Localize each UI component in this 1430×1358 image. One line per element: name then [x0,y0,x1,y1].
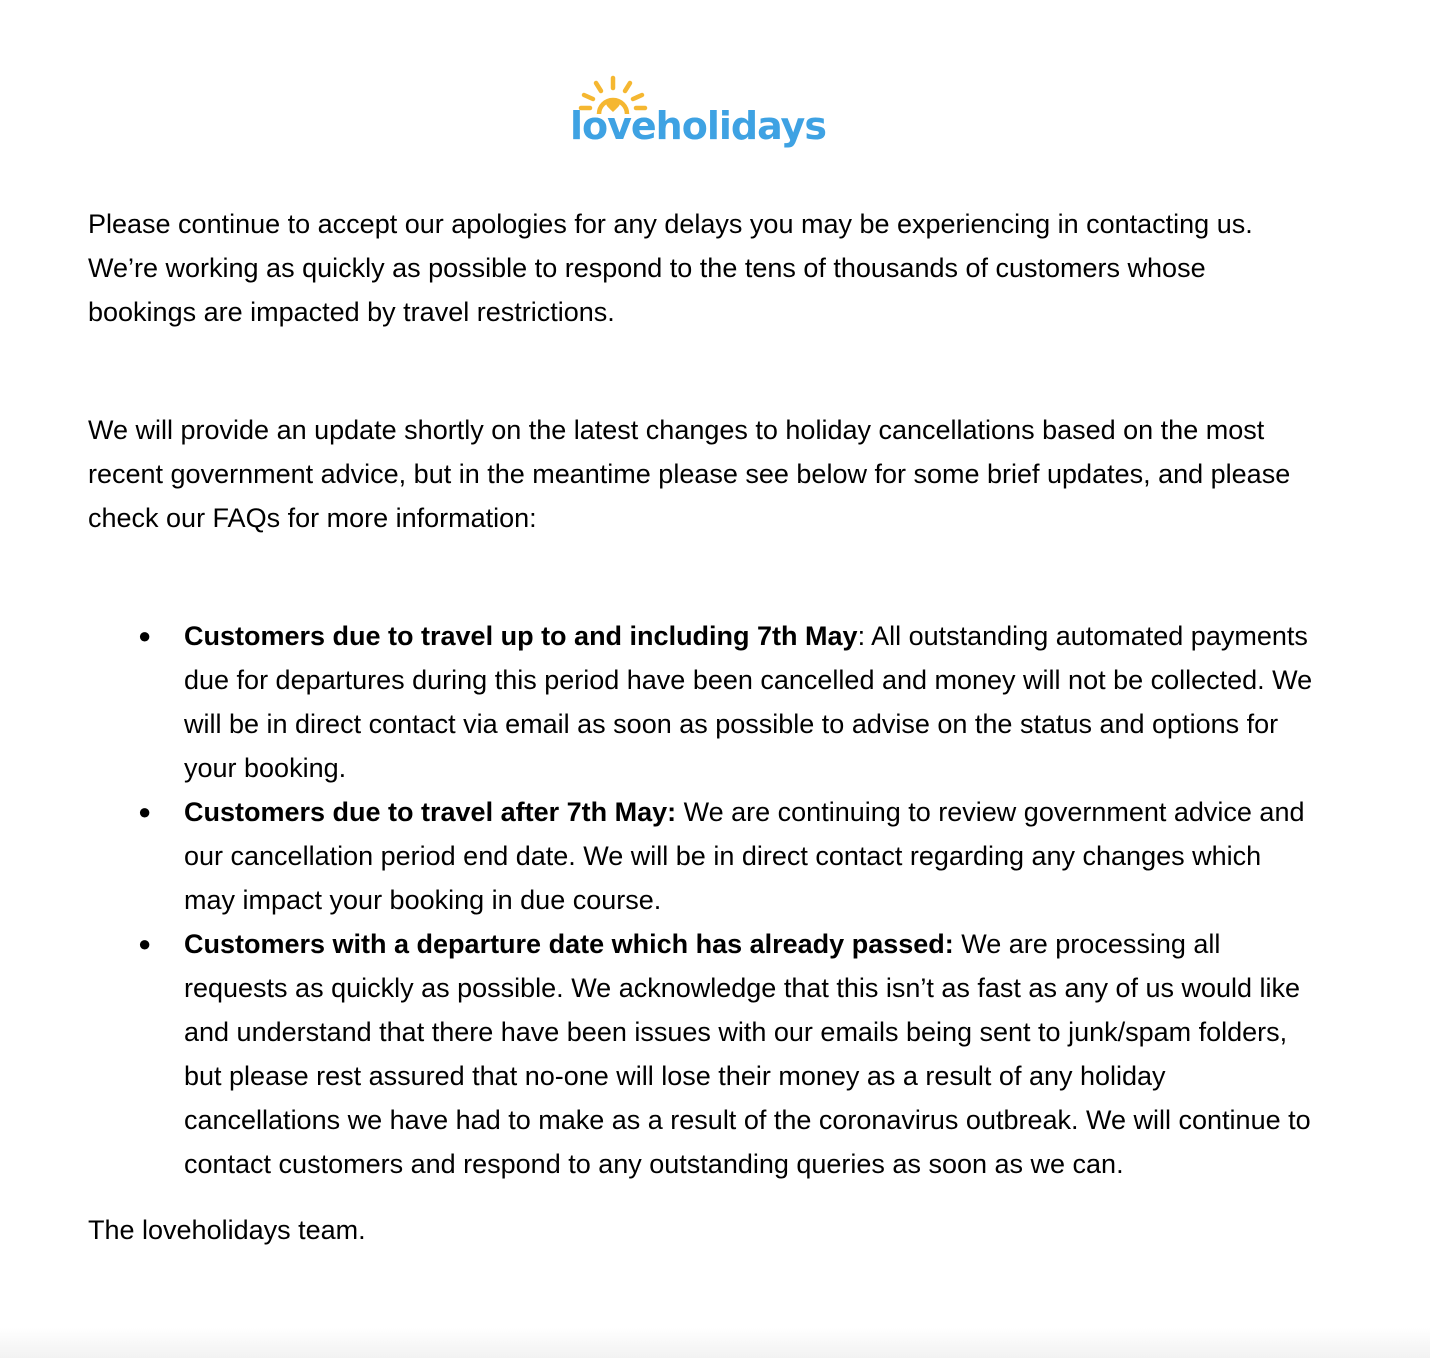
list-item-body: We are continuing to review government advice and our cancellation period end date. We will be in direct contact regarding any changes which may impact your booking in due course. [184,797,1305,915]
signoff: The loveholidays team. [88,1215,366,1245]
apology-paragraph: Please continue to accept our apologies for any delays you may be experiencing in contacting us. We’re working as quickly as possible to respond to the tens of thousands of customers whose bookings are impacted by travel restrictions. [88,209,1253,327]
message-body [88,202,1318,1252]
list-item [88,614,1318,790]
bullet-icon: ● [138,623,152,648]
list-item-heading: Customers with a departure date which has already passed: [184,929,954,959]
bullet-icon: ● [138,931,152,956]
list-item-body: We are processing all requests as quickly as possible. We acknowledge that this isn’t as fast as any of us would like and understand that there have been issues with our emails being sent to junk/spam folders, but please rest assured that no-one will lose their money as a result of any holiday cancellations we have had to make as a result of the coronavirus outbreak. We will continue to contact customers and respond to any outstanding queries as soon as we can. [184,929,1311,1179]
updates-list [88,614,1318,1186]
update-paragraph: We will provide an update shortly on the latest changes to holiday cancellations based on the most recent government advice, but in the meantime please see below for some brief updates, and please check our FAQs for more information: [88,415,1291,533]
list-item [88,922,1318,1186]
list-item-body: : All outstanding automated payments due for departures during this period have been cancelled and money will not be collected. We will be in direct contact via email as soon as possible to advise on the status and options for your booking. [184,621,1313,783]
list-item-heading: Customers due to travel after 7th May: [184,797,677,827]
loveholidays-logo [568,74,826,164]
list-item-heading: Customers due to travel up to and including 7th May [184,621,858,651]
page-edge-shadow [0,1328,1430,1358]
list-item [88,790,1318,922]
logo-wordmark: loveholidays [570,104,826,148]
bullet-icon: ● [138,799,152,824]
